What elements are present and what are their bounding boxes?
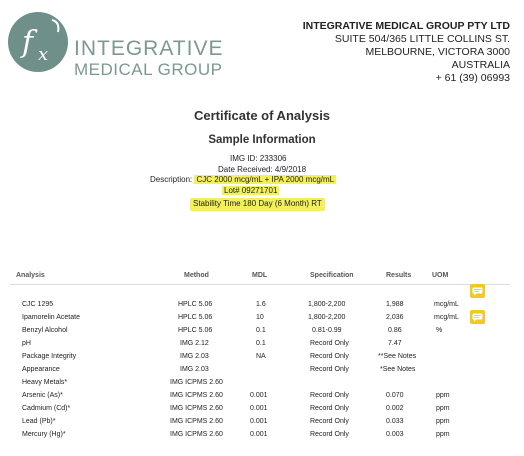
row-analysis: Lead (Pb)* (22, 418, 56, 425)
address-line1: SUITE 504/365 LITTLE COLLINS ST. (334, 33, 510, 45)
row-spec: Record Only (310, 340, 349, 347)
row-result: 0.033 (386, 418, 404, 425)
row-analysis: Ipamorelin Acetate (22, 314, 80, 321)
company-address (280, 20, 510, 85)
row-mdl: NA (256, 353, 266, 360)
row-analysis: Benzyl Alcohol (22, 327, 68, 334)
description-row (150, 175, 374, 186)
row-uom: ppm (436, 405, 450, 412)
header-specification: Specification (310, 272, 354, 279)
row-spec: 0.81-0.99 (312, 327, 342, 334)
comment-icon[interactable] (470, 284, 485, 298)
row-analysis: Package Integrity (22, 353, 77, 360)
fx-logo-icon (8, 12, 68, 72)
row-uom: ppm (436, 418, 450, 425)
row-result: 2,036 (386, 314, 404, 321)
row-mdl: 0.001 (250, 418, 268, 425)
row-result: **See Notes (378, 353, 417, 360)
row-spec: Record Only (310, 366, 349, 373)
comment-icon[interactable] (470, 310, 485, 324)
row-analysis: Cadmium (Cd)* (22, 405, 71, 412)
row-result: 0.002 (386, 405, 404, 412)
certificate-title: Certificate of Analysis (193, 108, 331, 123)
row-mdl: 0.1 (256, 340, 266, 347)
row-analysis: pH (22, 340, 31, 347)
row-result: 1,988 (386, 301, 404, 308)
logo-text-line1: INTEGRATIVE (74, 37, 224, 60)
row-spec: Record Only (310, 418, 349, 425)
row-analysis: Arsenic (As)* (22, 392, 63, 399)
lot-number: Lot# 09271701 (224, 185, 278, 195)
row-mdl: 0.001 (250, 392, 268, 399)
logo-text-line2: MEDICAL GROUP (74, 60, 223, 79)
address-line2: MELBOURNE, VICTORA 3000 (365, 46, 510, 58)
sample-info-title: Sample Information (208, 134, 316, 146)
lot-row (150, 186, 374, 197)
speech-bubble-icon (472, 287, 483, 296)
row-uom: % (436, 327, 443, 334)
row-method: IMG 2.12 (180, 340, 209, 347)
header-results: Results (386, 272, 412, 279)
row-analysis: Mercury (Hg)* (22, 431, 66, 438)
row-result: *See Notes (380, 366, 416, 373)
svg-text:x: x (38, 44, 49, 65)
company-name: INTEGRATIVE MEDICAL GROUP PTY LTD (302, 20, 510, 32)
row-uom: mcg/mL (434, 314, 459, 321)
svg-text:f: f (22, 25, 34, 60)
row-method: IMG ICPMS 2.60 (170, 418, 223, 425)
row-uom: mcg/mL (434, 301, 459, 308)
address-country: AUSTRALIA (451, 59, 510, 71)
header-analysis: Analysis (16, 272, 45, 279)
row-mdl: 1.6 (256, 301, 266, 308)
row-mdl: 10 (256, 314, 264, 321)
row-mdl: 0.1 (256, 327, 266, 334)
sample-info (150, 154, 374, 211)
row-method: IMG 2.03 (180, 353, 209, 360)
row-spec: 1,800-2,200 (308, 301, 346, 308)
description-label: Description: (150, 175, 193, 184)
header-divider (10, 284, 510, 285)
row-method: IMG ICPMS 2.60 (170, 392, 223, 399)
stability-row (150, 198, 374, 211)
row-uom: ppm (436, 431, 450, 438)
date-received: Date Received: 4/9/2018 (218, 164, 307, 174)
row-result: 0.86 (388, 327, 402, 334)
header-method: Method (184, 272, 209, 279)
row-spec: Record Only (310, 392, 349, 399)
row-uom: ppm (436, 392, 450, 399)
row-analysis: CJC 1295 (22, 301, 54, 308)
row-mdl: 0.001 (250, 405, 268, 412)
header-uom: UOM (432, 272, 449, 279)
row-method: HPLC 5.06 (178, 327, 213, 334)
row-method: IMG 2.03 (180, 366, 209, 373)
header-mdl: MDL (252, 272, 268, 279)
row-spec: 1,800-2,200 (308, 314, 346, 321)
row-analysis: Heavy Metals* (22, 379, 68, 386)
row-method: IMG ICPMS 2.60 (170, 405, 223, 412)
row-method: IMG ICPMS 2.60 (170, 431, 223, 438)
row-method: IMG ICPMS 2.60 (170, 379, 223, 386)
description-value: CJC 2000 mcg/mL + IPA 2000 mcg/mL (196, 175, 335, 184)
company-logo (8, 12, 68, 72)
row-analysis: Appearance (22, 366, 60, 373)
img-id: IMG ID: 233306 (230, 154, 287, 163)
stability-time: Stability Time 180 Day (6 Month) RT (190, 198, 325, 211)
row-spec: Record Only (310, 405, 349, 412)
row-result: 7.47 (388, 340, 402, 347)
row-method: HPLC 5.06 (178, 314, 213, 321)
row-spec: Record Only (310, 431, 349, 438)
row-spec: Record Only (310, 353, 349, 360)
row-result: 0.070 (386, 392, 404, 399)
row-method: HPLC 5.06 (178, 301, 213, 308)
row-mdl: 0.001 (250, 431, 268, 438)
company-phone: + 61 (39) 06993 (435, 72, 510, 84)
speech-bubble-icon (472, 313, 483, 322)
row-result: 0.003 (386, 431, 404, 438)
